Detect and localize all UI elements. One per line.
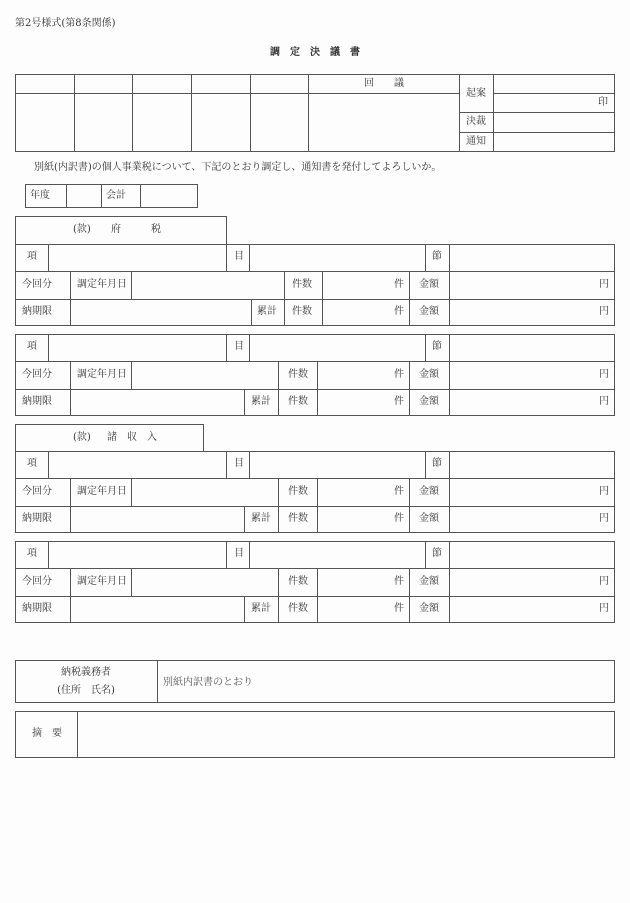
ruikei-kingaku-value[interactable] <box>449 506 615 533</box>
konkaibun-label: 今回分 <box>22 486 52 497</box>
summary-value-cell[interactable] <box>77 711 615 758</box>
section-kan-label: (款) <box>73 224 91 235</box>
kessai-label: 決裁 <box>466 116 486 127</box>
setsu-label: 節 <box>432 251 442 262</box>
section-name-shoshunyu: 諸 収 入 <box>107 432 157 443</box>
stamp-box-5 <box>250 74 308 93</box>
taxpayer-sublabel: (住所 氏名) <box>57 685 115 696</box>
chotei-date-value[interactable] <box>131 271 284 299</box>
setsu-label: 節 <box>432 548 442 559</box>
tsuchi-label: 通知 <box>466 136 486 147</box>
kingaku-label: 金額 <box>419 306 439 317</box>
kensu-label: 件数 <box>288 513 308 524</box>
ruikei-label: 累計 <box>251 513 271 524</box>
tsuchi-value-cell[interactable] <box>493 132 615 152</box>
choteidate-label: 調定年月日 <box>77 369 127 380</box>
kensu-label: 件数 <box>288 396 308 407</box>
summary-table <box>15 711 615 758</box>
kensu-label: 件数 <box>292 279 312 290</box>
stamp-box-1 <box>15 74 74 93</box>
kingaku-label: 金額 <box>419 603 439 614</box>
nouki-label: 納期限 <box>22 513 52 524</box>
kou-label: 項 <box>27 548 37 559</box>
year-label: 年度 <box>30 190 50 201</box>
konkaibun-label: 今回分 <box>22 576 52 587</box>
kou-value[interactable] <box>48 451 226 478</box>
kian-seal-cell <box>493 93 615 112</box>
ruikei-label: 累計 <box>257 306 277 317</box>
kingaku-value[interactable] <box>449 568 615 596</box>
nouki-value[interactable] <box>70 506 244 533</box>
kensu-label: 件数 <box>288 576 308 587</box>
yen-unit: 円 <box>599 369 609 380</box>
moku-label: 目 <box>234 548 244 559</box>
nouki-value[interactable] <box>70 389 244 416</box>
ruikei-label: 累計 <box>251 603 271 614</box>
setsu-label: 節 <box>432 341 442 352</box>
stamp-area-3 <box>132 93 191 152</box>
moku-label: 目 <box>234 251 244 262</box>
kensu-label: 件数 <box>288 603 308 614</box>
yen-unit: 円 <box>599 576 609 587</box>
year-value-cell[interactable] <box>66 184 101 208</box>
account-value-cell[interactable] <box>140 184 198 208</box>
nouki-value[interactable] <box>70 596 244 623</box>
kingaku-label: 金額 <box>419 369 439 380</box>
yen-unit: 円 <box>599 279 609 290</box>
ken-unit: 件 <box>394 369 404 380</box>
summary-label: 摘 要 <box>32 728 62 739</box>
konkaibun-label: 今回分 <box>22 369 52 380</box>
nouki-label: 納期限 <box>22 603 52 614</box>
account-label: 会計 <box>106 190 126 201</box>
kessai-value-cell[interactable] <box>493 112 615 132</box>
document-title: 調 定 決 議 書 <box>270 47 360 58</box>
kingaku-label: 金額 <box>419 279 439 290</box>
stamp-box-4 <box>191 74 250 93</box>
kingaku-label: 金額 <box>419 576 439 587</box>
yen-unit: 円 <box>599 306 609 317</box>
kou-label: 項 <box>27 341 37 352</box>
statement-text: 別紙(内訳書)の個人事業税について、下記のとおり調定し、通知書を発付してよろしいか。 <box>34 162 442 173</box>
chotei-date-value[interactable] <box>131 478 278 506</box>
kingaku-label: 金額 <box>419 396 439 407</box>
ruikei-kingaku-value[interactable] <box>449 389 615 416</box>
kou-label: 項 <box>27 458 37 469</box>
ruikei-label: 累計 <box>251 396 271 407</box>
moku-value[interactable] <box>249 541 425 568</box>
form-number: 第2号様式(第8条関係) <box>15 18 116 29</box>
ken-unit: 件 <box>394 576 404 587</box>
ruikei-kingaku-value[interactable] <box>449 299 615 326</box>
moku-value[interactable] <box>249 451 425 478</box>
yen-unit: 円 <box>599 486 609 497</box>
ken-unit: 件 <box>394 603 404 614</box>
stamp-area-2 <box>74 93 132 152</box>
kian-top-cell <box>493 74 615 93</box>
stamp-area-4 <box>191 93 250 152</box>
moku-label: 目 <box>234 458 244 469</box>
ken-unit: 件 <box>394 279 404 290</box>
seal-mark: 印 <box>598 97 608 108</box>
setsu-value[interactable] <box>449 244 615 271</box>
kingaku-value[interactable] <box>449 361 615 389</box>
stamp-box-2 <box>74 74 132 93</box>
kou-value[interactable] <box>48 334 226 361</box>
kou-value[interactable] <box>48 244 226 271</box>
konkaibun-label: 今回分 <box>22 279 52 290</box>
moku-value[interactable] <box>249 334 425 361</box>
stamp-area-1 <box>15 93 74 152</box>
nouki-label: 納期限 <box>22 306 52 317</box>
kaigi-label: 回 議 <box>364 78 404 89</box>
kou-label: 項 <box>27 251 37 262</box>
setsu-label: 節 <box>432 458 442 469</box>
kian-label: 起案 <box>466 88 486 99</box>
kingaku-label: 金額 <box>419 486 439 497</box>
ken-unit: 件 <box>394 306 404 317</box>
stamp-box-3 <box>132 74 191 93</box>
yen-unit: 円 <box>599 513 609 524</box>
ruikei-kingaku-value[interactable] <box>449 596 615 623</box>
yen-unit: 円 <box>599 603 609 614</box>
choteidate-label: 調定年月日 <box>77 279 127 290</box>
section-name-fuzei: 府 税 <box>111 224 161 235</box>
choteidate-label: 調定年月日 <box>77 576 127 587</box>
ken-unit: 件 <box>394 513 404 524</box>
stamp-area-5 <box>250 93 308 152</box>
setsu-value[interactable] <box>449 451 615 478</box>
nouki-label: 納期限 <box>22 396 52 407</box>
approval-table <box>15 74 615 152</box>
setsu-value[interactable] <box>449 541 615 568</box>
taxpayer-value: 別紙内訳書のとおり <box>163 677 253 688</box>
moku-value[interactable] <box>249 244 425 271</box>
setsu-value[interactable] <box>449 334 615 361</box>
kingaku-label: 金額 <box>419 513 439 524</box>
kensu-label: 件数 <box>288 486 308 497</box>
ken-unit: 件 <box>394 486 404 497</box>
kingaku-value[interactable] <box>449 271 615 299</box>
kingaku-value[interactable] <box>449 478 615 506</box>
yen-unit: 円 <box>599 396 609 407</box>
chotei-date-value[interactable] <box>131 361 278 389</box>
moku-label: 目 <box>234 341 244 352</box>
kou-value[interactable] <box>48 541 226 568</box>
nouki-value[interactable] <box>70 299 251 326</box>
kensu-label: 件数 <box>288 369 308 380</box>
kaigi-area <box>308 93 459 152</box>
kensu-label: 件数 <box>292 306 312 317</box>
choteidate-label: 調定年月日 <box>77 486 127 497</box>
chotei-date-value[interactable] <box>131 568 278 596</box>
section-kan-label: (款) <box>73 432 91 443</box>
taxpayer-label: 納税義務者 <box>61 667 111 678</box>
ken-unit: 件 <box>394 396 404 407</box>
